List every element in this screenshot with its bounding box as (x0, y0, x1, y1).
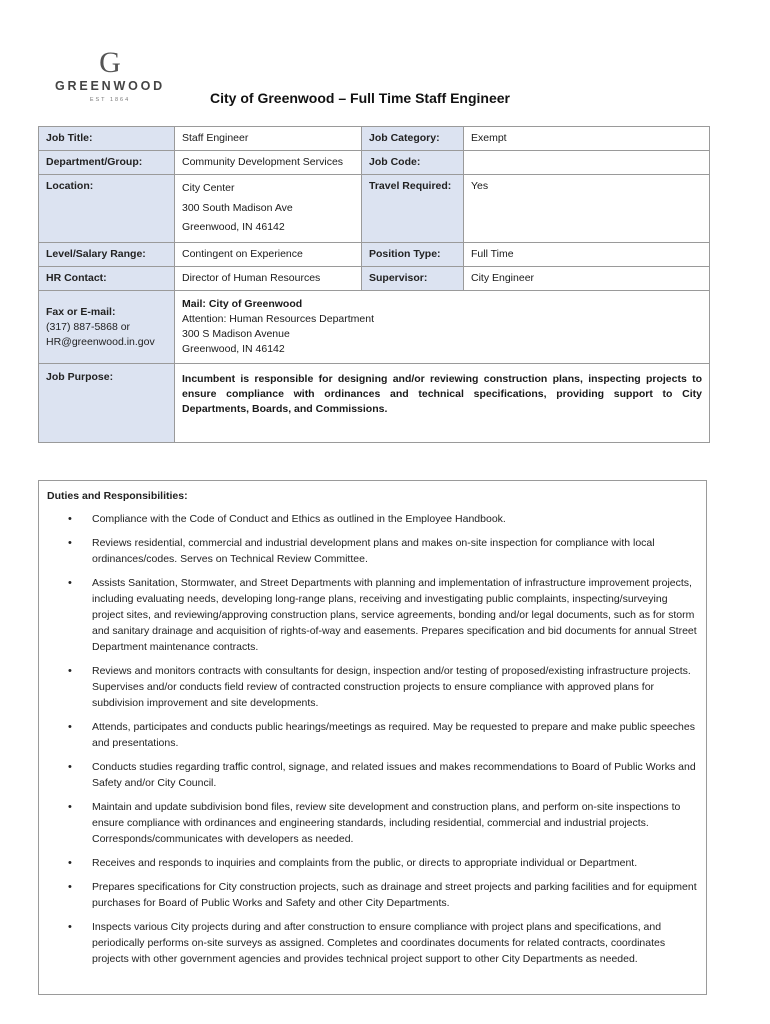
bullet-icon: • (68, 537, 72, 549)
table-row (39, 290, 710, 363)
location-line: 300 South Madison Ave (182, 201, 293, 214)
page-title: City of Greenwood – Full Time Staff Engineer (210, 90, 511, 106)
table-row (39, 242, 710, 266)
duty-text: Reviews residential, commercial and industrial development plans and makes on-site inspection for compliance with local ordinances/codes. Serves on Technical Review Committee. (92, 537, 655, 565)
job-info-table (38, 126, 710, 443)
duty-text: Conducts studies regarding traffic control, signage, and related issues and makes recommendations to Board of Public Works and Safety and/or City Council. (92, 761, 696, 789)
job-title-label: Job Title: (39, 127, 175, 151)
job-category-label: Job Category: (362, 127, 464, 151)
job-purpose-label: Job Purpose: (39, 363, 175, 442)
supervisor-value: City Engineer (464, 266, 710, 290)
bullet-icon: • (68, 513, 72, 525)
mail-line: 300 S Madison Avenue (182, 327, 290, 340)
list-item (47, 511, 698, 527)
mail-cell (175, 290, 710, 363)
greenwood-logo (44, 48, 176, 103)
fax-label: Fax or E-mail: (46, 305, 116, 318)
job-purpose-text: Incumbent is responsible for designing and/or reviewing construction plans, inspecting projects to ensure compliance with ordinances and technical specifications, providing support to City Departments, Boards, and Commissions. (175, 363, 710, 442)
bullet-icon: • (68, 881, 72, 893)
list-item (47, 759, 698, 791)
hr-contact-label: HR Contact: (39, 266, 175, 290)
list-item (47, 919, 698, 967)
email-line: HR@greenwood.in.gov (46, 335, 155, 348)
mail-line: Greenwood, IN 46142 (182, 342, 285, 355)
table-row (39, 266, 710, 290)
duty-text: Maintain and update subdivision bond files, review site development and construction plans, and perform on-site inspections to ensure compliance with ordinances and engineering standards, including residential, commercial and industrial projects. Corresponds/communicates with developers as needed. (92, 801, 681, 845)
logo-est: EST 1864 (89, 97, 131, 103)
fax-cell (39, 290, 175, 363)
duty-text: Attends, participates and conducts public hearings/meetings as required. May be requested to prepare and make public speeches and presentations. (92, 721, 695, 749)
bullet-icon: • (68, 857, 72, 869)
logo-wordmark: GREENWOOD (55, 79, 165, 93)
bullet-icon: • (68, 721, 72, 733)
location-line: Greenwood, IN 46142 (182, 221, 285, 233)
duties-section (38, 480, 707, 995)
list-item (47, 535, 698, 567)
table-row (39, 363, 710, 442)
bullet-icon: • (68, 577, 72, 589)
list-item (47, 663, 698, 711)
table-row (39, 127, 710, 151)
duty-text: Inspects various City projects during and after construction to ensure compliance with project plans and specifications, and periodically performs on-site surveys as assigned. Completes and coordinates documents for related contracts, coordinates projects with other government agencies and provides technical project support to other City Departments as needed. (92, 921, 666, 965)
location-value (175, 175, 362, 243)
job-category-value: Exempt (464, 127, 710, 151)
bullet-icon: • (68, 921, 72, 933)
position-type-value: Full Time (464, 242, 710, 266)
table-row (39, 175, 710, 243)
list-item (47, 855, 698, 871)
list-item (47, 575, 698, 655)
list-item (47, 719, 698, 751)
travel-value: Yes (464, 175, 710, 243)
bullet-icon: • (68, 665, 72, 677)
duties-list (47, 511, 698, 967)
job-title-value: Staff Engineer (175, 127, 362, 151)
duty-text: Compliance with the Code of Conduct and Ethics as outlined in the Employee Handbook. (92, 513, 506, 525)
list-item (47, 799, 698, 847)
bullet-icon: • (68, 761, 72, 773)
travel-label: Travel Required: (362, 175, 464, 243)
supervisor-label: Supervisor: (362, 266, 464, 290)
duty-text: Receives and responds to inquiries and complaints from the public, or directs to appropriate individual or Department. (92, 857, 638, 869)
location-label: Location: (39, 175, 175, 243)
table-row (39, 151, 710, 175)
hr-contact-value: Director of Human Resources (175, 266, 362, 290)
job-code-label: Job Code: (362, 151, 464, 175)
logo-letter: G (99, 46, 121, 79)
fax-line: (317) 887-5868 or (46, 320, 131, 333)
mail-title: Mail: City of Greenwood (182, 297, 303, 310)
department-label: Department/Group: (39, 151, 175, 175)
mail-line: Attention: Human Resources Department (182, 312, 375, 325)
job-code-value (464, 151, 710, 175)
duty-text: Reviews and monitors contracts with consultants for design, inspection and/or testing of proposed/existing infrastructure projects. Supervises and/or conducts field review of contracted construction projects to ensure compliance with approved plans for subdivision improvement and site developments. (92, 665, 691, 709)
bullet-icon: • (68, 801, 72, 813)
level-label: Level/Salary Range: (39, 242, 175, 266)
level-value: Contingent on Experience (175, 242, 362, 266)
duties-title: Duties and Responsibilities: (47, 490, 188, 502)
location-line: City Center (182, 182, 235, 194)
duty-text: Assists Sanitation, Stormwater, and Street Departments with planning and implementation of infrastructure improvement projects, including evaluating needs, developing long-range plans, receiving and investigating public complaints, inspecting/surveying project sites, and reviewing/approving construction plans, service agreements, bonding and/or legal documents, such as for storm and sanitary drainage and acquisition of rights-of-way and easements. Prepares specification and bid documents for annual Street Department maintenance contracts. (92, 577, 697, 653)
department-value: Community Development Services (175, 151, 362, 175)
duty-text: Prepares specifications for City construction projects, such as drainage and street projects and parking facilities and for equipment purchases for Board of Public Works and Safety and other City Departments. (92, 881, 697, 909)
position-type-label: Position Type: (362, 242, 464, 266)
list-item (47, 879, 698, 911)
